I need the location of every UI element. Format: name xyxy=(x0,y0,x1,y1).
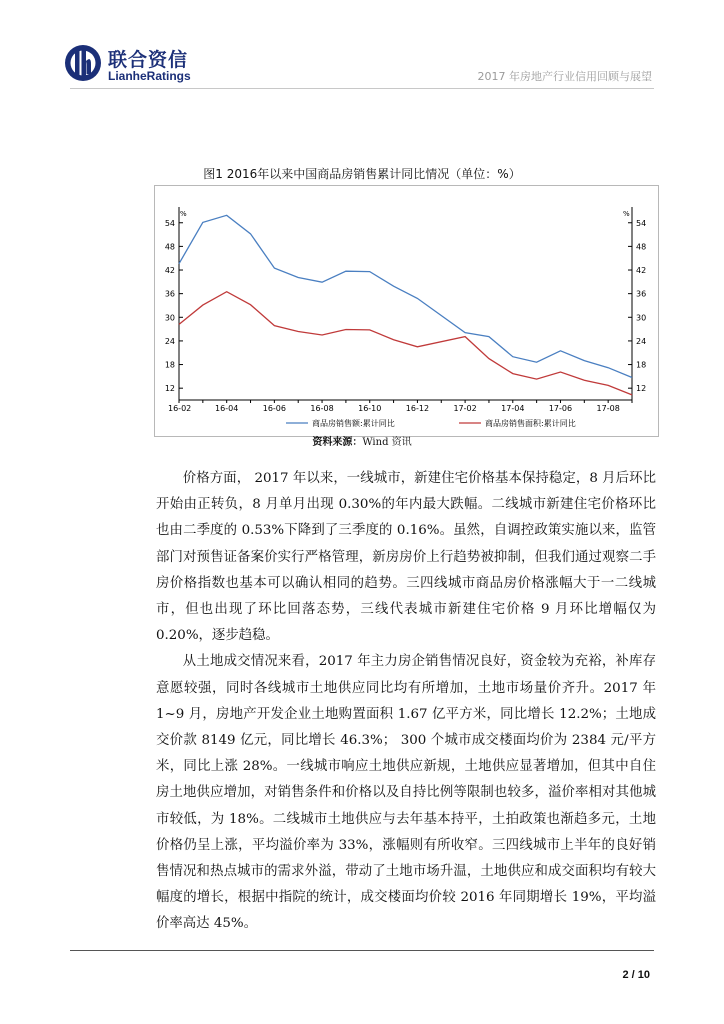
y-tick-label-left: 30 xyxy=(164,313,175,323)
y-tick-label-right: 24 xyxy=(636,336,647,346)
x-tick-label: 16-12 xyxy=(405,404,430,413)
y-tick-label-right: 36 xyxy=(636,289,647,299)
legend-label-1: 商品房销售额:累计同比 xyxy=(312,419,395,428)
figure-source xyxy=(150,433,574,448)
paragraph-price: 价格方面， 2017 年以来，一线城市，新建住宅价格基本保持稳定，8 月后环比开始由正转负，8 月单月出现 0.30%的年内最大跌幅。二线城市新建住宅价格环比也由二季度的 0.53%下降到了三季度的 0.16%。虽然，自调控政策实施以来，监管部门对预售证备案价实行严格管理，新房房价上行趋势被抑制，但我们通过观察二手房价格指数也基本可以确认相同的趋势。三四线城市商品房价格涨幅大于一二线城市，但也出现了环比回落态势，三线代表城市新建住宅价格 9 月环比增幅仅为 0.20%，逐步趋稳。 xyxy=(156,471,656,644)
x-tick-label: 17-02 xyxy=(453,404,477,413)
x-tick-label: 17-04 xyxy=(501,404,525,413)
source-value: Wind 资讯 xyxy=(362,437,412,448)
page-header xyxy=(0,0,724,100)
y-tick-label-right: 30 xyxy=(636,313,647,323)
y-tick-label-left: 12 xyxy=(164,384,175,394)
lianhe-logo-icon xyxy=(64,44,102,82)
body-text xyxy=(156,466,656,938)
y-unit-left: % xyxy=(180,210,187,218)
y-tick-label-right: 12 xyxy=(636,384,647,394)
y-tick-label-right: 42 xyxy=(636,266,647,276)
y-tick-label-right: 18 xyxy=(636,360,647,370)
x-tick-label: 16-04 xyxy=(215,404,239,413)
x-tick-label: 16-02 xyxy=(168,404,192,413)
x-tick-label: 17-06 xyxy=(548,404,573,413)
y-tick-label-left: 18 xyxy=(164,360,175,370)
page-number: 2 / 10 xyxy=(622,969,650,981)
legend-label-2: 商品房销售面积:累计同比 xyxy=(485,419,576,428)
paragraph-land: 从土地成交情况来看，2017 年主力房企销售情况良好，资金较为充裕，补库存意愿较强，同时各线城市土地供应同比均有所增加，土地市场量价齐升。2017 年 1~9 月，房地产开发企业土地购置面积 1.67 亿平方米，同比增长 12.2%；土地成交价款 8149 亿元，同比增长 46.3%； 300 个城市成交楼面均价为 2384 元/平方米，同比上涨 28%。一线城市响应土地供应新规，土地供应显著增加，但其中自住房土地供应增加，对销售条件和价格以及自持比例等限制也较多，溢价率相对其他城市较低，为 18%。二线城市土地供应与去年基本持平，土拍政策也渐趋多元，土地价格仍呈上涨，平均溢价率为 33%，涨幅则有所收窄。三四线城市上半年的良好销售情况和热点城市的需求外溢，带动了土地市场升温，土地供应和成交面积均有较大幅度的增长，根据中指院的统计，成交楼面均价较 2016 年同期增长 19%，平均溢价率高达 45%。 xyxy=(156,654,656,932)
y-tick-label-left: 54 xyxy=(164,218,175,228)
source-label: 资料来源： xyxy=(312,437,363,448)
chart-svg xyxy=(154,185,659,437)
x-tick-label: 16-08 xyxy=(310,404,334,413)
y-tick-label-left: 36 xyxy=(164,289,175,299)
footer-divider xyxy=(70,950,654,951)
x-tick-label: 17-08 xyxy=(596,404,620,413)
brand-name-en: LianheRatings xyxy=(108,69,191,83)
y-tick-label-right: 54 xyxy=(636,218,647,228)
sales-yoy-chart xyxy=(154,185,659,437)
brand-name-cn: 联合资信 xyxy=(108,49,189,71)
header-divider xyxy=(70,88,654,89)
chart-frame xyxy=(155,186,659,437)
y-tick-label-right: 48 xyxy=(636,242,647,252)
y-tick-label-left: 48 xyxy=(164,242,175,252)
x-tick-label: 16-10 xyxy=(358,404,382,413)
report-title: 2017 年房地产行业信用回顾与展望 xyxy=(477,70,652,83)
y-unit-right: % xyxy=(623,210,630,218)
x-tick-label: 16-06 xyxy=(262,404,286,413)
y-tick-label-left: 24 xyxy=(164,336,175,346)
company-logo xyxy=(64,40,324,90)
y-tick-label-left: 42 xyxy=(164,266,175,276)
figure-title: 图1 2016年以来中国商品房销售累计同比情况（单位：%） xyxy=(203,167,521,181)
